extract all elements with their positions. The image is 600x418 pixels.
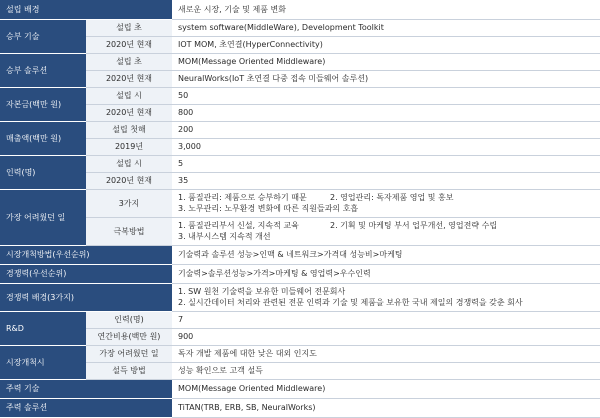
row-value: 기술력과 솔루션 성능>인맥 & 네트워크>가격대 성능비>마케팅 [172, 245, 600, 264]
row-value: 성능 확인으로 고객 설득 [172, 362, 600, 379]
row-label: 경쟁력(우선순위) [0, 264, 172, 283]
table-row [0, 345, 600, 362]
row-value: 3,000 [172, 138, 600, 155]
row-sublabel: 설득 방법 [86, 362, 172, 379]
table-row [0, 155, 600, 172]
row-label: 자본금(백만 원) [0, 87, 86, 121]
table-row [0, 245, 600, 264]
row-value: system software(MiddleWare), Development Toolkit [172, 19, 600, 36]
row-value: 50 [172, 87, 600, 104]
row-value: 독자 개발 제품에 대한 낮은 대외 인지도 [172, 345, 600, 362]
table-row [0, 36, 600, 53]
value-line: 1. SW 원천 기술력을 보유한 미들웨어 전문회사 [178, 287, 346, 296]
row-label: 매출액(백만 원) [0, 121, 86, 155]
row-label: 경쟁력 배경(3가지) [0, 283, 172, 311]
table-row [0, 328, 600, 345]
table-row [0, 53, 600, 70]
row-value: 새로운 시장, 기술 및 제품 변화 [172, 0, 600, 19]
value-line: 3. 내부시스템 지속적 개선 [178, 232, 271, 241]
row-sublabel: 설립 시 [86, 87, 172, 104]
row-value: 800 [172, 104, 600, 121]
row-value: 35 [172, 172, 600, 189]
row-label: 승부 솔루션 [0, 53, 86, 87]
row-value: MOM(Message Oriented Middleware) [172, 53, 600, 70]
table-row [0, 264, 600, 283]
row-value: 900 [172, 328, 600, 345]
row-label: R&D [0, 311, 86, 345]
row-sublabel: 연간비용(백만 원) [86, 328, 172, 345]
table-row [0, 87, 600, 104]
row-value: IOT MOM, 초연결(HyperConnectivity) [172, 36, 600, 53]
row-sublabel: 2020년 현재 [86, 70, 172, 87]
table-row [0, 121, 600, 138]
value-line: 3. 노무관리: 노무환경 변화에 따른 직원들과의 호흡 [178, 204, 359, 213]
row-label: 시장개척방법(우선순위) [0, 245, 172, 264]
table-row [0, 0, 600, 19]
row-value [172, 217, 600, 245]
table-row [0, 379, 600, 398]
row-value: TiTAN(TRB, ERB, SB, NeuralWorks) [172, 398, 600, 417]
table-row [0, 283, 600, 311]
row-sublabel: 가장 어려웠던 일 [86, 345, 172, 362]
row-sublabel: 설립 초 [86, 19, 172, 36]
value-item: 1. 품질관리부서 신설, 지속적 교육 [178, 221, 299, 230]
table-row [0, 172, 600, 189]
row-label: 시장개척시 [0, 345, 86, 379]
row-value: NeuralWorks(IoT 초연결 다중 접속 미들웨어 솔루션) [172, 70, 600, 87]
table-row [0, 311, 600, 328]
row-value [172, 283, 600, 311]
row-value: 200 [172, 121, 600, 138]
table-row [0, 362, 600, 379]
row-value: 기술력>솔루션성능>가격>마케팅 & 영업력>우수인력 [172, 264, 600, 283]
row-sublabel: 인력(명) [86, 311, 172, 328]
row-value: MOM(Message Oriented Middleware) [172, 379, 600, 398]
value-item: 2. 영업관리: 독자제품 영업 및 홍보 [330, 193, 454, 202]
value-item: 2. 기획 및 마케팅 부서 업무개선, 영업전략 수립 [330, 221, 498, 230]
row-sublabel: 3가지 [86, 189, 172, 217]
row-label: 주력 솔루션 [0, 398, 172, 417]
table-row [0, 217, 600, 245]
row-label: 인력(명) [0, 155, 86, 189]
row-label: 주력 기술 [0, 379, 172, 398]
row-sublabel: 2019년 [86, 138, 172, 155]
row-value: 7 [172, 311, 600, 328]
value-item: 1. 품질관리: 제품으로 승부하기 때문 [178, 193, 307, 202]
table-row [0, 104, 600, 121]
row-value: 5 [172, 155, 600, 172]
value-line: 2. 실시간데이터 처리와 관련된 전문 인력과 기술 및 제품을 보유한 국내 제일의 경쟁력을 갖춘 회사 [178, 298, 523, 307]
row-sublabel: 설립 초 [86, 53, 172, 70]
row-sublabel: 설립 첫해 [86, 121, 172, 138]
table-row [0, 19, 600, 36]
row-sublabel: 2020년 현재 [86, 36, 172, 53]
row-sublabel: 설립 시 [86, 155, 172, 172]
row-label: 설립 배경 [0, 0, 172, 19]
table-row [0, 70, 600, 87]
value-line [178, 192, 600, 203]
row-label: 가장 어려웠던 일 [0, 189, 86, 245]
table-row [0, 189, 600, 217]
row-sublabel: 극복방법 [86, 217, 172, 245]
value-line [178, 220, 600, 231]
table-row [0, 138, 600, 155]
row-label: 승부 기술 [0, 19, 86, 53]
table-row [0, 398, 600, 417]
row-value [172, 189, 600, 217]
row-sublabel: 2020년 현재 [86, 104, 172, 121]
row-sublabel: 2020년 현재 [86, 172, 172, 189]
